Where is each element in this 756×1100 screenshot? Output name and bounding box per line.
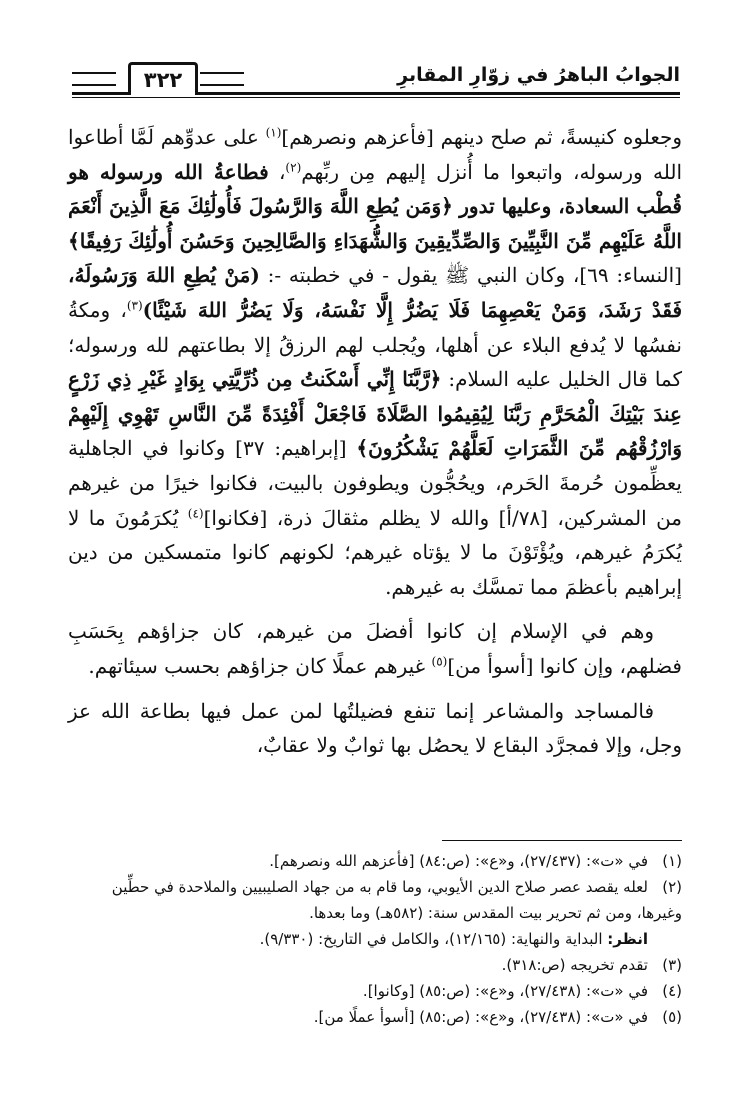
- footnote-label: انظر:: [607, 930, 648, 948]
- running-title: الجوابُ الباهرُ في زوّارِ المقابرِ: [397, 64, 680, 86]
- footnote-number: (٣): [662, 956, 682, 974]
- page-header: [72, 62, 680, 98]
- quran-verse-2: ﴿رَّبَّنَا إِنِّي أَسْكَنتُ مِن ذُرِّيَّتِي بِوَادٍ غَيْرِ ذِي زَرْعٍ عِندَ بَيْتِكَ الْمُحَرَّمِ رَبَّنَا لِيُقِيمُوا الصَّلَاةَ فَاجْعَلْ أَفْئِدَةً مِّنَ النَّاسِ تَهْوِي إِلَيْهِمْ وَارْزُقْهُم مِّنَ الثَّمَرَاتِ لَعَلَّهُمْ يَشْكُرُونَ﴾: [68, 367, 682, 461]
- footnote-text: لعله يقصد عصر صلاح الدين الأيوبي، وما قام به من جهاد الصليبيين والملاحدة في حطِّين وغيرها، ومن ثم تحرير بيت المقدس سنة: (٥٨٢هـ) وما بعدها.: [111, 878, 682, 922]
- footnote-ref-3[interactable]: (٣): [126, 298, 143, 313]
- footnote-ref-5[interactable]: (٥): [431, 654, 448, 669]
- text-run: [النساء: ٦٩]، وكان النبي ﷺ يقول - في خطبته -:: [259, 263, 682, 288]
- text-run: ،: [268, 159, 286, 184]
- footnote-3: [68, 952, 682, 978]
- paragraph-3: فالمساجد والمشاعر إنما تنفع فضيلتُها لمن عمل فيها بطاعة الله عز وجل، وإلا فمجرَّد البقاع لا يحصُل بها ثوابٌ ولا عقابٌ،: [68, 698, 682, 758]
- footnote-ref-1[interactable]: (١): [265, 125, 282, 140]
- footnote-text: تقدم تخريجه (ص:٣١٨).: [501, 956, 648, 974]
- footnote-5: [68, 1004, 682, 1030]
- footnote-text: في «ت»: (٢٧/٤٣٨)، و«ع»: (ص:٨٥) [أسوأ عملًا من].: [313, 1008, 648, 1026]
- footnote-2-continuation: [68, 926, 682, 952]
- emphasis-text: فطاعةُ الله ورسوله هو قُطْب السعادة، وعليها تدور: [68, 159, 682, 219]
- footnotes: [68, 848, 682, 1030]
- text-run: ، ومكةُ نفسُها لا يُدفع البلاء عن أهلها، ويُجلب لهم الرزقُ إلا بطاعتهم لله ورسوله؛ كما قال الخليل عليه السلام:: [68, 297, 683, 392]
- footnote-text: في «ت»: (٢٧/٤٣٨)، و«ع»: (ص:٨٥) [وكانوا].: [362, 982, 648, 1000]
- footnote-text: البداية والنهاية: (١٢/١٦٥)، والكامل في التاريخ: (٩/٣٣٠).: [259, 930, 608, 948]
- footnote-number: (١): [662, 852, 682, 870]
- quran-verse-1: ﴿وَمَن يُطِعِ اللَّهَ وَالرَّسُولَ فَأُولَٰئِكَ مَعَ الَّذِينَ أَنْعَمَ اللَّهُ عَلَيْهِم مِّنَ النَّبِيِّينَ وَالصِّدِّيقِينَ وَالشُّهَدَاءِ وَالصَّالِحِينَ وَحَسُنَ أُولَٰئِكَ رَفِيقًا﴾: [68, 194, 682, 253]
- main-text: [68, 120, 682, 763]
- hadith-quote: (مَنْ يُطِعِ اللهَ وَرَسُولَهُ، فَقَدْ رَشَدَ، وَمَنْ يَعْصِهِمَا فَلَا يَضُرُّ إِلَّا نَفْسَهُ، وَلَا يَضُرُّ اللهَ شَيْئًا): [68, 263, 682, 322]
- footnote-2: [68, 874, 682, 926]
- page-number: ٣٢٢: [128, 62, 198, 95]
- text-run: [إبراهيم: ٣٧] وكانوا في الجاهلية يعظِّمون حُرمةَ الحَرم، ويحُجُّون ويطوفون بالبيت، فكانوا خيرًا من غيرهم من المشركين، [٧٨/أ] والله لا يظلم مثقالَ ذرة، [فكانوا]: [68, 436, 683, 530]
- footnote-text: في «ت»: (٢٧/٤٣٧)، و«ع»: (ص:٨٤) [فأعزهم الله ونصرهم].: [269, 852, 648, 870]
- footnote-ref-2[interactable]: (٢): [285, 159, 302, 174]
- footnote-ref-4[interactable]: (٤): [187, 505, 204, 520]
- footnote-1: [68, 848, 682, 874]
- footnote-number: (٥): [662, 1008, 682, 1026]
- text-run: غيرهم عملًا كان جزاؤهم بحسب سيئاتهم.: [88, 653, 432, 678]
- page-number-ornament-right: [200, 72, 244, 86]
- paragraph-1: [68, 120, 682, 604]
- text-run: وهم في الإسلام إن كانوا أفضلَ من غيرهم، كان جزاؤهم بِحَسَبِ فضلهم، وإن كانوا [أسوأ من]: [68, 619, 682, 678]
- footnote-number: (٢): [662, 878, 682, 896]
- text-run: وجعلوه كنيسةً، ثم صلح دينهم [فأعزهم ونصرهم]: [281, 125, 682, 149]
- footnote-4: [68, 978, 682, 1004]
- paragraph-2: [68, 614, 682, 683]
- text-run: يُكرَمُونَ ما لا يُكرَمُ غيرهم، ويُؤْتَوْنَ ما لا يؤتاه غيرهم؛ لكونهم كانوا متمسكين من دين إبراهيم بأعظمَ مما تمسَّك به غيرهم.: [68, 505, 682, 599]
- text-run: على عدوِّهم لَمَّا أطاعوا الله ورسوله، واتبعوا ما أُنزل إليهم مِن ربِّهم: [68, 125, 683, 184]
- footnote-separator: [442, 840, 682, 841]
- page-number-ornament-left: [72, 72, 116, 86]
- footnote-number: (٤): [662, 982, 682, 1000]
